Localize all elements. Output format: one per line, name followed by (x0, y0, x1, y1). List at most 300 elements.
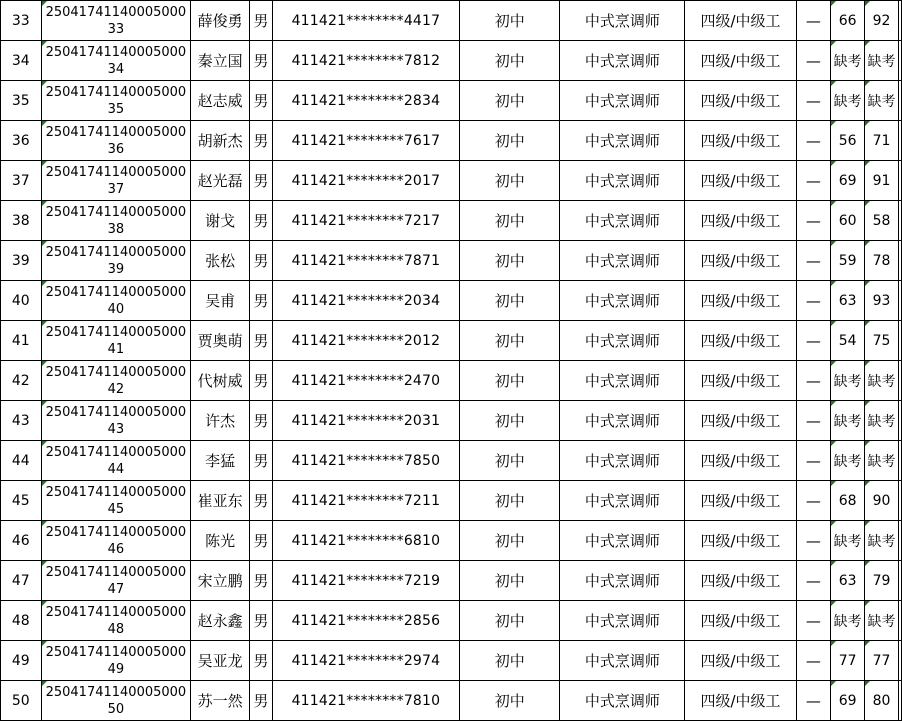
edge-cell[interactable] (898, 1, 901, 41)
name-cell-text: 赵光磊 (197, 172, 243, 190)
score1-cell[interactable] (831, 521, 865, 561)
id-number-cell[interactable] (272, 361, 459, 401)
name-cell[interactable] (191, 41, 250, 81)
cell-note-marker (42, 561, 47, 566)
edge-cell[interactable] (898, 441, 901, 481)
score1-cell[interactable] (831, 481, 865, 521)
education-cell[interactable] (460, 481, 560, 521)
name-cell-text: 谢戈 (205, 212, 236, 230)
score2-cell-text: 91 (872, 172, 891, 189)
occupation-cell[interactable] (560, 121, 685, 161)
blank-cell-text: — (805, 211, 821, 230)
id-number-cell[interactable] (272, 121, 459, 161)
score2-cell[interactable] (865, 321, 899, 361)
name-cell[interactable] (191, 121, 250, 161)
score1-cell[interactable] (831, 241, 865, 281)
level-cell-text: 四级/中级工 (700, 372, 781, 390)
occupation-cell[interactable] (560, 321, 685, 361)
sequence-cell[interactable] (1, 281, 42, 321)
blank-cell[interactable] (796, 201, 831, 241)
sequence-cell[interactable] (1, 161, 42, 201)
occupation-cell-text: 中式烹调师 (584, 452, 660, 470)
occupation-cell[interactable] (560, 41, 685, 81)
exam-number-cell[interactable] (41, 281, 191, 321)
cell-note-marker (865, 521, 870, 526)
score2-cell[interactable] (865, 81, 899, 121)
blank-cell-text: — (805, 331, 821, 350)
exam-number-cell[interactable] (41, 561, 191, 601)
id-number-cell-text: 411421********2031 (291, 412, 441, 429)
occupation-cell[interactable] (560, 441, 685, 481)
level-cell[interactable] (685, 361, 796, 401)
sequence-cell[interactable] (1, 241, 42, 281)
cell-note-marker (42, 361, 47, 366)
edge-cell[interactable] (898, 121, 901, 161)
score1-cell[interactable] (831, 561, 865, 601)
edge-cell[interactable] (898, 361, 901, 401)
level-cell[interactable] (685, 201, 796, 241)
sequence-cell[interactable] (1, 81, 42, 121)
occupation-cell[interactable] (560, 521, 685, 561)
level-cell[interactable] (685, 161, 796, 201)
level-cell[interactable] (685, 561, 796, 601)
occupation-cell-text: 中式烹调师 (584, 92, 660, 110)
blank-cell[interactable] (796, 441, 831, 481)
edge-cell[interactable] (898, 401, 901, 441)
id-number-cell-text: 411421********2856 (291, 612, 441, 629)
level-cell-text: 四级/中级工 (700, 572, 781, 590)
id-number-cell-text: 411421********7211 (291, 492, 441, 509)
occupation-cell[interactable] (560, 401, 685, 441)
education-cell[interactable] (460, 81, 560, 121)
score1-cell[interactable] (831, 161, 865, 201)
exam-number-cell-text: 2504174114000500046 (45, 524, 187, 557)
level-cell[interactable] (685, 1, 796, 41)
sequence-cell[interactable] (1, 361, 42, 401)
name-cell[interactable] (191, 521, 250, 561)
score1-cell-text: 缺考 (833, 413, 862, 430)
gender-cell[interactable] (250, 481, 273, 521)
score2-cell[interactable] (865, 521, 899, 561)
cell-note-marker (865, 81, 870, 86)
score1-cell-text: 缺考 (833, 533, 862, 550)
score2-cell[interactable] (865, 121, 899, 161)
exam-number-cell-text: 2504174114000500042 (45, 364, 187, 397)
level-cell[interactable] (685, 441, 796, 481)
table-row (1, 561, 902, 601)
exam-number-cell[interactable] (41, 521, 191, 561)
score1-cell-text: 缺考 (833, 613, 862, 630)
cell-note-marker (865, 41, 870, 46)
id-number-cell-text: 411421********2017 (291, 172, 441, 189)
education-cell[interactable] (460, 641, 560, 681)
sequence-cell-text: 34 (11, 52, 30, 69)
exam-number-cell-text: 2504174114000500041 (45, 324, 187, 357)
name-cell[interactable] (191, 241, 250, 281)
gender-cell[interactable] (250, 1, 273, 41)
occupation-cell-text: 中式烹调师 (584, 172, 660, 190)
score1-cell-text: 56 (838, 132, 857, 149)
name-cell-text: 吴甫 (205, 292, 236, 310)
edge-cell[interactable] (898, 601, 901, 641)
level-cell[interactable] (685, 641, 796, 681)
education-cell[interactable] (460, 201, 560, 241)
name-cell-text: 李猛 (205, 452, 236, 470)
id-number-cell-text: 411421********7812 (291, 52, 441, 69)
level-cell[interactable] (685, 81, 796, 121)
table-row (1, 321, 902, 361)
education-cell[interactable] (460, 521, 560, 561)
name-cell[interactable] (191, 441, 250, 481)
level-cell[interactable] (685, 481, 796, 521)
exam-number-cell[interactable] (41, 201, 191, 241)
score2-cell[interactable] (865, 481, 899, 521)
score2-cell[interactable] (865, 681, 899, 721)
occupation-cell[interactable] (560, 681, 685, 721)
id-number-cell[interactable] (272, 401, 459, 441)
exam-number-cell[interactable] (41, 121, 191, 161)
education-cell[interactable] (460, 681, 560, 721)
gender-cell[interactable] (250, 561, 273, 601)
exam-number-cell[interactable] (41, 681, 191, 721)
gender-cell-text: 男 (253, 332, 269, 350)
edge-cell[interactable] (898, 321, 901, 361)
education-cell-text: 初中 (494, 92, 525, 110)
edge-cell[interactable] (898, 481, 901, 521)
education-cell[interactable] (460, 281, 560, 321)
gender-cell[interactable] (250, 361, 273, 401)
gender-cell[interactable] (250, 281, 273, 321)
id-number-cell[interactable] (272, 601, 459, 641)
id-number-cell[interactable] (272, 521, 459, 561)
name-cell[interactable] (191, 321, 250, 361)
score2-cell[interactable] (865, 201, 899, 241)
name-cell[interactable] (191, 601, 250, 641)
score2-cell[interactable] (865, 161, 899, 201)
name-cell[interactable] (191, 201, 250, 241)
score1-cell[interactable] (831, 81, 865, 121)
education-cell[interactable] (460, 361, 560, 401)
id-number-cell[interactable] (272, 281, 459, 321)
level-cell[interactable] (685, 601, 796, 641)
exam-number-cell[interactable] (41, 81, 191, 121)
score2-cell[interactable] (865, 601, 899, 641)
score1-cell[interactable] (831, 641, 865, 681)
sequence-cell-text: 46 (11, 532, 30, 549)
occupation-cell[interactable] (560, 281, 685, 321)
sequence-cell[interactable] (1, 1, 42, 41)
blank-cell[interactable] (796, 81, 831, 121)
occupation-cell[interactable] (560, 361, 685, 401)
education-cell[interactable] (460, 41, 560, 81)
score2-cell[interactable] (865, 641, 899, 681)
name-cell[interactable] (191, 361, 250, 401)
score2-cell[interactable] (865, 441, 899, 481)
sequence-cell[interactable] (1, 641, 42, 681)
score1-cell[interactable] (831, 321, 865, 361)
gender-cell[interactable] (250, 81, 273, 121)
level-cell-text: 四级/中级工 (700, 412, 781, 430)
score2-cell-text: 77 (872, 652, 891, 669)
gender-cell[interactable] (250, 441, 273, 481)
occupation-cell[interactable] (560, 601, 685, 641)
occupation-cell[interactable] (560, 201, 685, 241)
education-cell[interactable] (460, 401, 560, 441)
gender-cell[interactable] (250, 521, 273, 561)
edge-cell[interactable] (898, 241, 901, 281)
occupation-cell[interactable] (560, 561, 685, 601)
gender-cell[interactable] (250, 241, 273, 281)
score2-cell[interactable] (865, 41, 899, 81)
exam-number-cell-text: 2504174114000500034 (45, 44, 187, 77)
cell-note-marker (865, 281, 870, 286)
cell-note-marker (865, 481, 870, 486)
name-cell[interactable] (191, 641, 250, 681)
id-number-cell[interactable] (272, 641, 459, 681)
score2-cell[interactable] (865, 241, 899, 281)
name-cell[interactable] (191, 81, 250, 121)
blank-cell-text: — (805, 11, 821, 30)
cell-note-marker (865, 201, 870, 206)
exam-number-cell[interactable] (41, 441, 191, 481)
score1-cell[interactable] (831, 281, 865, 321)
gender-cell[interactable] (250, 681, 273, 721)
score2-cell[interactable] (865, 361, 899, 401)
education-cell-text: 初中 (494, 492, 525, 510)
exam-number-cell-text: 2504174114000500043 (45, 404, 187, 437)
education-cell[interactable] (460, 1, 560, 41)
id-number-cell[interactable] (272, 161, 459, 201)
sequence-cell[interactable] (1, 41, 42, 81)
sequence-cell-text: 36 (11, 132, 30, 149)
edge-cell[interactable] (898, 161, 901, 201)
blank-cell[interactable] (796, 681, 831, 721)
edge-cell[interactable] (898, 41, 901, 81)
score2-cell-text: 缺考 (867, 453, 896, 470)
edge-cell[interactable] (898, 281, 901, 321)
exam-number-cell[interactable] (41, 641, 191, 681)
sequence-cell[interactable] (1, 401, 42, 441)
sequence-cell-text: 37 (11, 172, 30, 189)
name-cell-text: 胡新杰 (197, 132, 243, 150)
score2-cell[interactable] (865, 1, 899, 41)
blank-cell[interactable] (796, 161, 831, 201)
id-number-cell[interactable] (272, 241, 459, 281)
name-cell[interactable] (191, 1, 250, 41)
blank-cell-text: — (805, 571, 821, 590)
level-cell[interactable] (685, 681, 796, 721)
id-number-cell[interactable] (272, 1, 459, 41)
exam-number-cell[interactable] (41, 41, 191, 81)
name-cell[interactable] (191, 161, 250, 201)
education-cell[interactable] (460, 561, 560, 601)
table-row (1, 201, 902, 241)
edge-cell[interactable] (898, 521, 901, 561)
sequence-cell[interactable] (1, 121, 42, 161)
id-number-cell[interactable] (272, 681, 459, 721)
education-cell[interactable] (460, 321, 560, 361)
edge-cell[interactable] (898, 641, 901, 681)
exam-number-cell-text: 2504174114000500049 (45, 644, 187, 677)
level-cell-text: 四级/中级工 (700, 452, 781, 470)
occupation-cell[interactable] (560, 641, 685, 681)
exam-number-cell[interactable] (41, 161, 191, 201)
edge-cell[interactable] (898, 561, 901, 601)
level-cell[interactable] (685, 321, 796, 361)
cell-note-marker (42, 641, 47, 646)
occupation-cell[interactable] (560, 1, 685, 41)
id-number-cell-text: 411421********2012 (291, 332, 441, 349)
cell-note-marker (831, 241, 836, 246)
level-cell-text: 四级/中级工 (700, 212, 781, 230)
edge-cell[interactable] (898, 201, 901, 241)
score2-cell[interactable] (865, 401, 899, 441)
score1-cell-text: 68 (838, 492, 857, 509)
id-number-cell[interactable] (272, 201, 459, 241)
occupation-cell-text: 中式烹调师 (584, 12, 660, 30)
blank-cell[interactable] (796, 401, 831, 441)
id-number-cell-text: 411421********2834 (291, 92, 441, 109)
gender-cell[interactable] (250, 201, 273, 241)
blank-cell-text: — (805, 531, 821, 550)
level-cell[interactable] (685, 521, 796, 561)
id-number-cell[interactable] (272, 321, 459, 361)
level-cell[interactable] (685, 401, 796, 441)
cell-note-marker (42, 241, 47, 246)
occupation-cell[interactable] (560, 481, 685, 521)
blank-cell-text: — (805, 131, 821, 150)
name-cell[interactable] (191, 281, 250, 321)
occupation-cell[interactable] (560, 241, 685, 281)
cell-note-marker (42, 401, 47, 406)
blank-cell[interactable] (796, 561, 831, 601)
name-cell[interactable] (191, 561, 250, 601)
exam-number-cell[interactable] (41, 601, 191, 641)
blank-cell[interactable] (796, 41, 831, 81)
gender-cell[interactable] (250, 641, 273, 681)
gender-cell[interactable] (250, 321, 273, 361)
sequence-cell-text: 40 (11, 292, 30, 309)
sequence-cell[interactable] (1, 481, 42, 521)
cell-note-marker (42, 121, 47, 126)
cell-note-marker (42, 1, 47, 6)
gender-cell[interactable] (250, 601, 273, 641)
level-cell[interactable] (685, 121, 796, 161)
id-number-cell[interactable] (272, 81, 459, 121)
score1-cell[interactable] (831, 1, 865, 41)
blank-cell[interactable] (796, 321, 831, 361)
id-number-cell[interactable] (272, 561, 459, 601)
sequence-cell[interactable] (1, 601, 42, 641)
sequence-cell[interactable] (1, 521, 42, 561)
score1-cell[interactable] (831, 201, 865, 241)
score1-cell-text: 69 (838, 692, 857, 709)
education-cell[interactable] (460, 121, 560, 161)
sequence-cell[interactable] (1, 561, 42, 601)
name-cell[interactable] (191, 401, 250, 441)
blank-cell[interactable] (796, 281, 831, 321)
education-cell[interactable] (460, 161, 560, 201)
sequence-cell[interactable] (1, 321, 42, 361)
exam-number-cell[interactable] (41, 1, 191, 41)
blank-cell-text: — (805, 411, 821, 430)
exam-number-cell[interactable] (41, 321, 191, 361)
blank-cell[interactable] (796, 601, 831, 641)
gender-cell-text: 男 (253, 372, 269, 390)
sequence-cell[interactable] (1, 681, 42, 721)
score1-cell[interactable] (831, 601, 865, 641)
edge-cell[interactable] (898, 681, 901, 721)
exam-number-cell[interactable] (41, 481, 191, 521)
score1-cell[interactable] (831, 441, 865, 481)
score2-cell[interactable] (865, 561, 899, 601)
level-cell[interactable] (685, 281, 796, 321)
score2-cell[interactable] (865, 281, 899, 321)
level-cell[interactable] (685, 41, 796, 81)
blank-cell[interactable] (796, 241, 831, 281)
score1-cell[interactable] (831, 681, 865, 721)
sequence-cell[interactable] (1, 201, 42, 241)
gender-cell[interactable] (250, 41, 273, 81)
blank-cell[interactable] (796, 641, 831, 681)
education-cell-text: 初中 (494, 172, 525, 190)
name-cell[interactable] (191, 681, 250, 721)
exam-number-cell[interactable] (41, 361, 191, 401)
level-cell-text: 四级/中级工 (700, 292, 781, 310)
id-number-cell[interactable] (272, 481, 459, 521)
id-number-cell-text: 411421********2034 (291, 292, 441, 309)
score1-cell[interactable] (831, 121, 865, 161)
id-number-cell[interactable] (272, 41, 459, 81)
occupation-cell[interactable] (560, 81, 685, 121)
level-cell-text: 四级/中级工 (700, 12, 781, 30)
blank-cell[interactable] (796, 121, 831, 161)
score1-cell[interactable] (831, 41, 865, 81)
blank-cell[interactable] (796, 1, 831, 41)
edge-cell[interactable] (898, 81, 901, 121)
name-cell-text: 张松 (205, 252, 236, 270)
score1-cell[interactable] (831, 401, 865, 441)
score1-cell-text: 59 (838, 252, 857, 269)
education-cell[interactable] (460, 601, 560, 641)
gender-cell[interactable] (250, 401, 273, 441)
level-cell-text: 四级/中级工 (700, 252, 781, 270)
gender-cell[interactable] (250, 121, 273, 161)
education-cell-text: 初中 (494, 692, 525, 710)
blank-cell[interactable] (796, 521, 831, 561)
score1-cell[interactable] (831, 361, 865, 401)
occupation-cell[interactable] (560, 161, 685, 201)
exam-number-cell[interactable] (41, 241, 191, 281)
name-cell-text: 吴亚龙 (197, 652, 243, 670)
gender-cell-text: 男 (253, 572, 269, 590)
gender-cell[interactable] (250, 161, 273, 201)
gender-cell-text: 男 (253, 52, 269, 70)
education-cell[interactable] (460, 241, 560, 281)
level-cell[interactable] (685, 241, 796, 281)
sequence-cell[interactable] (1, 441, 42, 481)
education-cell[interactable] (460, 441, 560, 481)
id-number-cell[interactable] (272, 441, 459, 481)
table-row (1, 41, 902, 81)
occupation-cell-text: 中式烹调师 (584, 412, 660, 430)
score1-cell-text: 缺考 (833, 373, 862, 390)
exam-number-cell[interactable] (41, 401, 191, 441)
blank-cell[interactable] (796, 481, 831, 521)
name-cell[interactable] (191, 481, 250, 521)
cell-note-marker (831, 401, 836, 406)
blank-cell[interactable] (796, 361, 831, 401)
